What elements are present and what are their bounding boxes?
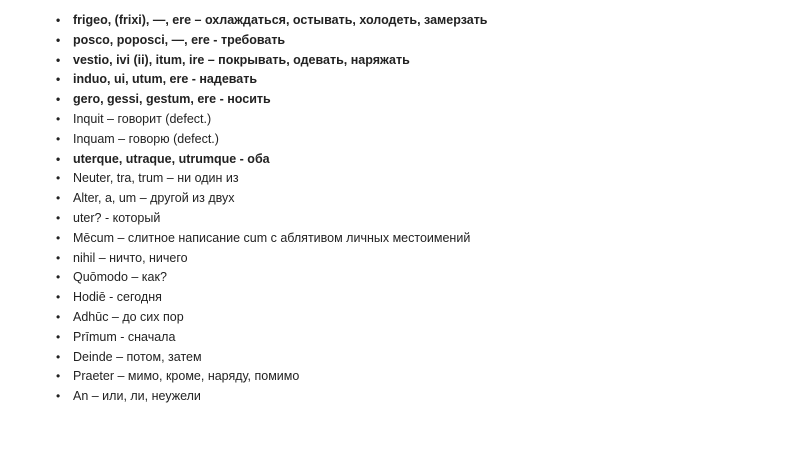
- vocab-item: [56, 328, 786, 348]
- vocab-item-text: Neuter, tra, trum – ни один из: [73, 171, 239, 186]
- vocab-item-text: Deinde – потом, затем: [73, 349, 202, 364]
- vocab-item: [56, 31, 786, 51]
- bullet-icon: •: [56, 250, 61, 265]
- bullet-icon: •: [56, 131, 61, 146]
- vocab-item: [56, 110, 786, 130]
- bullet-icon: •: [56, 111, 61, 126]
- vocab-item-text: Inquit – говорит (defect.): [73, 111, 212, 126]
- vocab-item: [56, 288, 786, 308]
- vocab-item: [56, 229, 786, 249]
- vocab-item-text: induo, ui, utum, ere - надевать: [73, 72, 258, 87]
- bullet-icon: •: [56, 151, 61, 166]
- vocab-item: [56, 268, 786, 288]
- vocab-item-text: posco, poposci, —, ere - требовать: [73, 32, 286, 47]
- vocabulary-list: [56, 11, 786, 407]
- vocab-item: [56, 209, 786, 229]
- vocab-item-text: Alter, a, um – другой из двух: [73, 191, 235, 206]
- bullet-icon: •: [56, 389, 61, 404]
- vocab-item: [56, 90, 786, 110]
- vocab-item-text: uterque, utraque, utrumque - оба: [73, 151, 270, 166]
- vocab-item-text: Hodiē - сегодня: [73, 290, 162, 305]
- vocab-item-text: frigeo, (frixi), —, ere – охлаждаться, остывать, холодеть, замерзать: [73, 13, 488, 27]
- vocab-item-text: An – или, ли, неужели: [73, 389, 201, 404]
- vocab-item-text: vestio, ivi (ii), itum, ire – покрывать, одевать, наряжать: [73, 52, 410, 67]
- vocab-item: [56, 348, 786, 368]
- bullet-icon: •: [56, 13, 61, 27]
- vocab-item: [56, 11, 786, 31]
- vocab-item-text: uter? - который: [73, 210, 161, 225]
- vocab-item: [56, 51, 786, 71]
- vocab-item-text: Quōmodo – как?: [73, 270, 167, 285]
- vocab-item-text: Inquam – говорю (defect.): [73, 131, 219, 146]
- vocab-item: [56, 367, 786, 387]
- bullet-icon: •: [56, 290, 61, 305]
- bullet-icon: •: [56, 210, 61, 225]
- bullet-icon: •: [56, 309, 61, 324]
- bullet-icon: •: [56, 72, 61, 87]
- bullet-icon: •: [56, 329, 61, 344]
- vocab-item: [56, 189, 786, 209]
- vocab-item: [56, 308, 786, 328]
- vocab-item: [56, 169, 786, 189]
- vocab-item-text: Prīmum - сначала: [73, 329, 176, 344]
- vocab-item: [56, 70, 786, 90]
- vocab-item-text: Praeter – мимо, кроме, наряду, помимо: [73, 369, 300, 384]
- bullet-icon: •: [56, 92, 61, 107]
- bullet-icon: •: [56, 230, 61, 245]
- vocab-item: [56, 249, 786, 269]
- vocab-item-text: Mēcum – слитное написание cum с аблятивом личных местоимений: [73, 230, 471, 245]
- vocab-item: [56, 150, 786, 170]
- bullet-icon: •: [56, 32, 61, 47]
- bullet-icon: •: [56, 369, 61, 384]
- vocab-item-text: Adhūc – до сих пор: [73, 309, 184, 324]
- bullet-icon: •: [56, 270, 61, 285]
- bullet-icon: •: [56, 171, 61, 186]
- bullet-icon: •: [56, 52, 61, 67]
- vocab-item-text: nihil – ничто, ничего: [73, 250, 188, 265]
- vocab-item: [56, 130, 786, 150]
- vocab-item: [56, 387, 786, 407]
- bullet-icon: •: [56, 349, 61, 364]
- vocab-item-text: gero, gessi, gestum, ere - носить: [73, 92, 271, 107]
- bullet-icon: •: [56, 191, 61, 206]
